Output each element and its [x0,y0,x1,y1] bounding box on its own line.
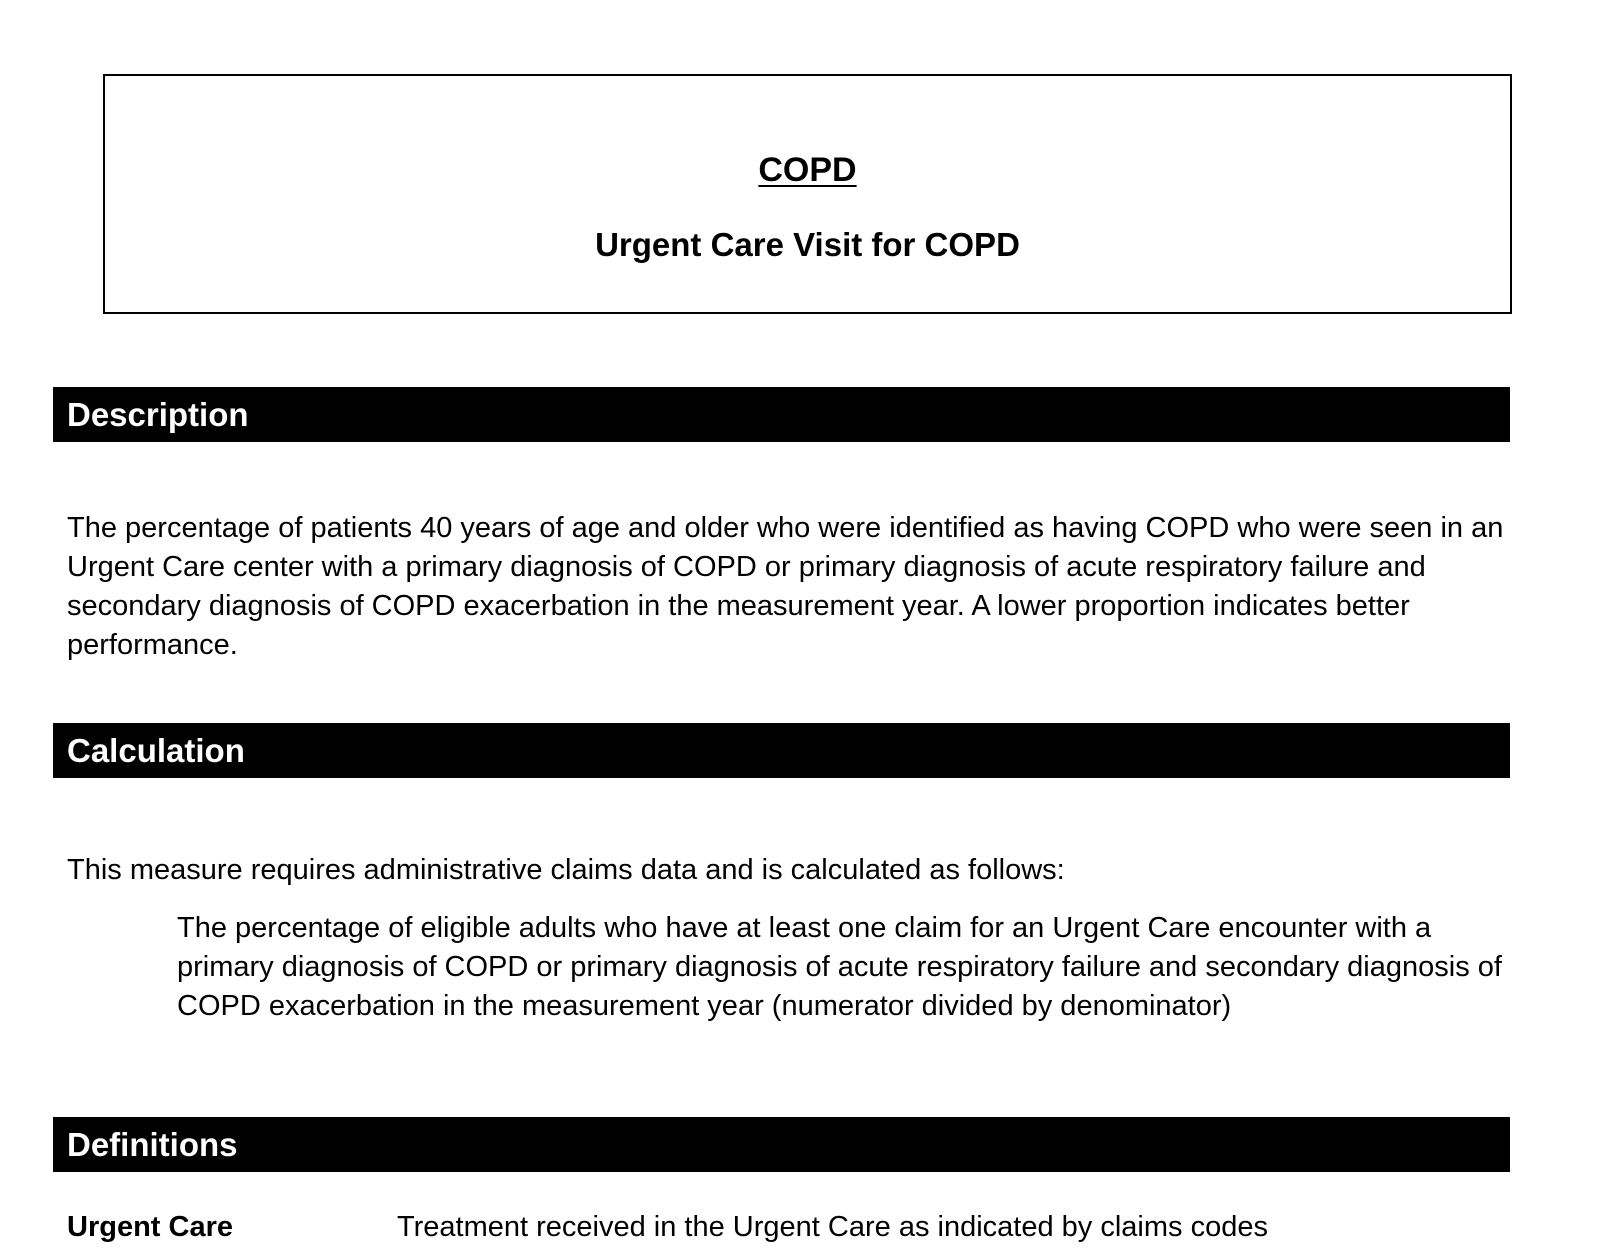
definition-text: Treatment received in the Urgent Care as indicated by claims codes [397,1211,1268,1243]
calculation-intro: This measure requires administrative claims data and is calculated as follows: [67,854,1065,886]
title-box [103,74,1512,314]
document-subtitle: Urgent Care Visit for COPD [595,226,1020,263]
description-text: The percentage of patients 40 years of age and older who were identified as having COPD who were seen in an Urgent Care center with a primary diagnosis of COPD or primary diagnosis of acute respiratory failure and secondary diagnosis of COPD exacerbation in the measurement year. A lower proportion indicates better performance. [67,512,1504,661]
definition-term: Urgent Care [67,1211,233,1243]
section-heading-calculation: Calculation [53,723,1510,778]
calculation-formula: The percentage of eligible adults who have at least one claim for an Urgent Care encounter with a primary diagnosis of COPD or primary diagnosis of acute respiratory failure and secondary diagnosis of COPD exacerbation in the measurement year (numerator divided by denominator) [177,912,1502,1022]
section-heading-description: Description [53,387,1510,442]
document-title: COPD [758,151,857,189]
section-heading-definitions: Definitions [53,1117,1510,1172]
